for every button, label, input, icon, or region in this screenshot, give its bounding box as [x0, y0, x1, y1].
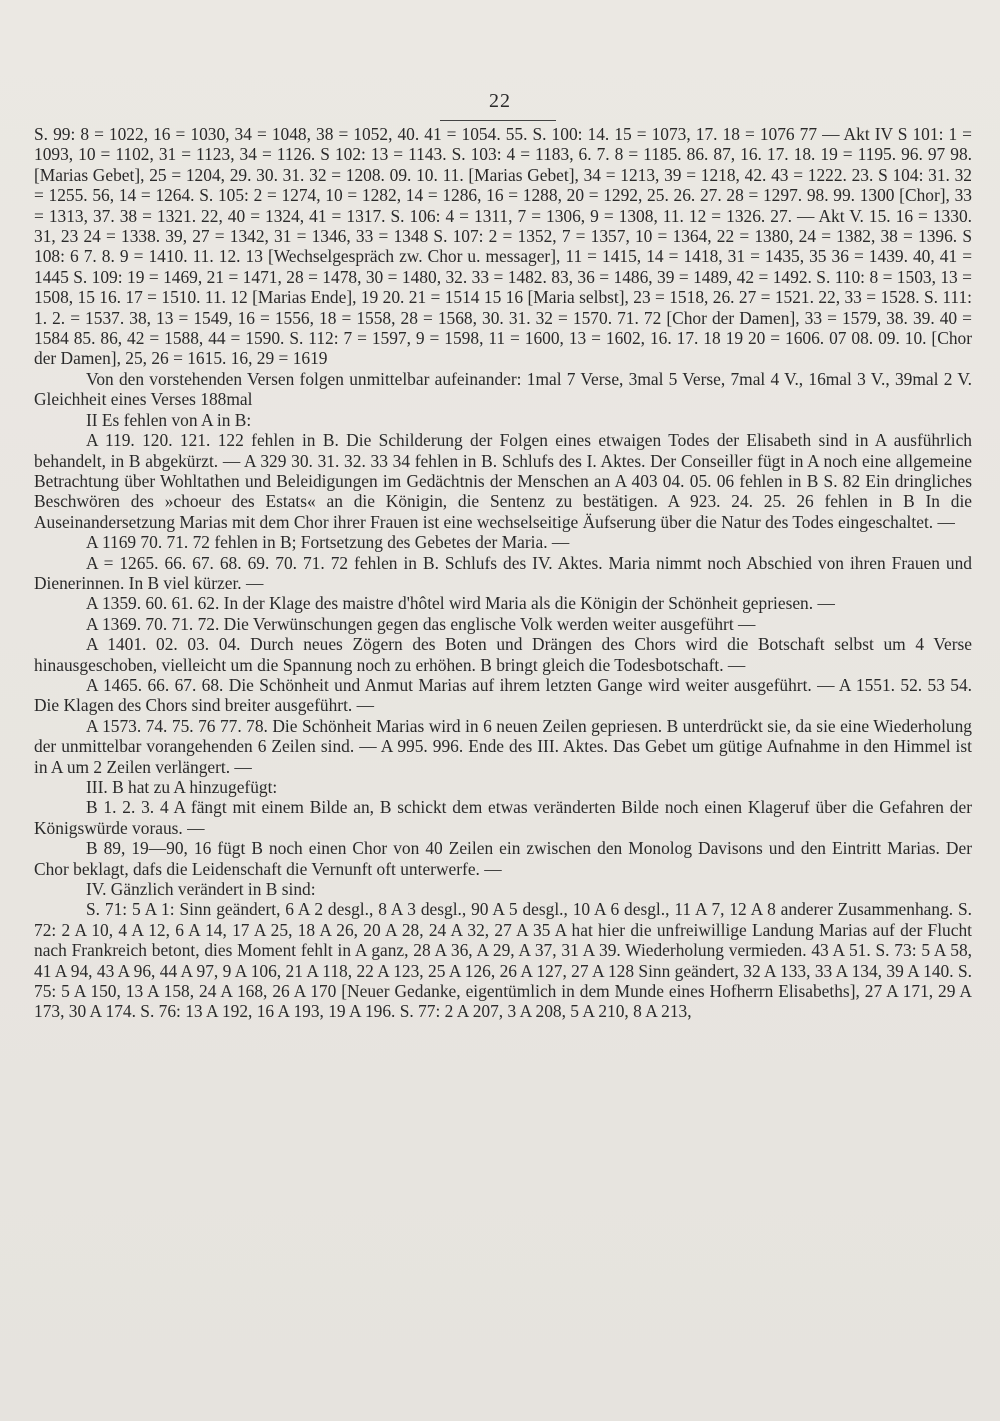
- body-text: [34, 124, 972, 1022]
- paragraph: A 1369. 70. 71. 72. Die Verwünschungen gegen das englische Volk werden weiter ausgeführt —: [86, 613, 756, 634]
- paragraph: A 119. 120. 121. 122 fehlen in B. Die Schilderung der Folgen eines etwaigen Todes der Elisabeth sind in A ausführlich behandelt, in B abgekürzt. — A 329 30. 31. 32. 33 34 fehlen in B. Schlufs des I. Aktes. Der Conseiller fügt in A noch eine allgemeine Betrachtung über Wohltathen und Beleidigungen im Gedächtnis der Menschen an A 403 04. 05. 06 fehlen in B S. 82 Ein dringliches Beschwören des »choeur des Estats« an die Königin, die Sentenz zu bestätigen. A 923. 24. 25. 26 fehlen in B In die Auseinandersetzung Marias mit dem Chor ihrer Frauen ist eine wechselseitige Äufserung über die Natur des Todes eingeschaltet. —: [34, 430, 972, 532]
- page-number-rule: [440, 120, 556, 121]
- paragraph: B 89, 19—90, 16 fügt B noch einen Chor von 40 Zeilen ein zwischen den Monolog Davisons und den Eintritt Marias. Der Chor beklagt, dafs die Leidenschaft die Vernunft oft unterwerfe. —: [34, 838, 972, 879]
- paragraph: A 1573. 74. 75. 76 77. 78. Die Schönheit Marias wird in 6 neuen Zeilen gepriesen. B unterdrückt sie, da sie eine Wiederholung der unmittelbar vorangehenden 6 Zeilen sind. — A 995. 996. Ende des III. Aktes. Das Gebet um gütige Aufnahme in den Himmel ist in A um 2 Zeilen verlängert. —: [34, 715, 972, 777]
- paragraph: A = 1265. 66. 67. 68. 69. 70. 71. 72 fehlen in B. Schlufs des IV. Aktes. Maria nimmt noch Abschied von ihren Frauen und Dienerinnen. In B viel kürzer. —: [34, 552, 972, 593]
- section-heading-ii: II Es fehlen von A in B:: [86, 409, 252, 430]
- paragraph: B 1. 2. 3. 4 A fängt mit einem Bilde an, B schickt dem etwas veränderten Bilde noch einen Klageruf über die Gefahren der Königswürde voraus. —: [34, 797, 972, 838]
- paragraph: Von den vorstehenden Versen folgen unmittelbar aufeinander: 1mal 7 Verse, 3mal 5 Verse, 7mal 4 V., 16mal 3 V., 39mal 2 V. Gleichheit eines Verses 188mal: [34, 368, 972, 410]
- page-number: 22: [489, 90, 511, 112]
- paragraph: A 1359. 60. 61. 62. In der Klage des maistre d'hôtel wird Maria als die Königin der Schönheit gepriesen. —: [86, 593, 835, 614]
- paragraph: A 1169 70. 71. 72 fehlen in B; Fortsetzung des Gebetes der Maria. —: [86, 532, 570, 553]
- verse-correspondence-list: S. 99: 8 = 1022, 16 = 1030, 34 = 1048, 38 = 1052, 40. 41 = 1054. 55. S. 100: 14. 15 = 1073, 17. 18 = 1076 77 — Akt IV S 101: 1 = 1093, 10 = 1102, 31 = 1123, 34 = 1126. S 102: 13 = 1143. S. 103: 4 = 1183, 6. 7. 8 = 1185. 86. 87, 16. 17. 18. 19 = 1195. 96. 97 98. [Marias Gebet], 25 = 1204, 29. 30. 31. 32 = 1208. 09. 10. 11. [Marias Gebet], 34 = 1213, 39 = 1218, 42. 43 = 1222. 23. S 104: 31. 32 = 1255. 56, 14 = 1264. S. 105: 2 = 1274, 10 = 1282, 14 = 1286, 16 = 1288, 20 = 1292, 25. 26. 27. 28 = 1297. 98. 99. 1300 [Chor], 33 = 1313, 37. 38 = 1321. 22, 40 = 1324, 41 = 1317. S. 106: 4 = 1311, 7 = 1306, 9 = 1308, 11. 12 = 1326. 27. — Akt V. 15. 16 = 1330. 31, 23 24 = 1338. 39, 27 = 1342, 31 = 1346, 33 = 1348 S. 107: 2 = 1352, 7 = 1357, 10 = 1364, 22 = 1380, 24 = 1382, 38 = 1396. S 108: 6 7. 8. 9 = 1410. 11. 12. 13 [Wechselgespräch zw. Chor u. messager], 11 = 1415, 14 = 1418, 31 = 1435, 35 36 = 1439. 40, 41 = 1445 S. 109: 19 = 1469, 21 = 1471, 28 = 1478, 30 = 1480, 32. 33 = 1482. 83, 36 = 1486, 39 = 1489, 42 = 1492. S. 110: 8 = 1503, 13 = 1508, 15 16. 17 = 1510. 11. 12 [Marias Ende], 19 20. 21 = 1514 15 16 [Maria selbst], 23 = 1518, 26. 27 = 1521. 22, 33 = 1528. S. 111: 1. 2. = 1537. 38, 13 = 1549, 16 = 1556, 18 = 1558, 28 = 1568, 30. 31. 32 = 1570. 71. 72 [Chor der Damen], 33 = 1579, 38. 39. 40 = 1584 85. 86, 42 = 1588, 44 = 1590. S. 112: 7 = 1597, 9 = 1598, 11 = 1600, 13 = 1602, 16. 17. 18 19 20 = 1606. 07 08. 09. 10. [Chor der Damen], 25, 26 = 1615. 16, 29 = 1619: [34, 124, 972, 369]
- section-heading-iv: IV. Gänzlich verändert in B sind:: [86, 879, 316, 900]
- paragraph: A 1401. 02. 03. 04. Durch neues Zögern des Boten und Drängen des Chors wird die Botschaft selbst um 4 Verse hinausgeschoben, vielleicht um die Spannung noch zu erhöhen. B bringt gleich die Todesbotschaft. —: [34, 634, 972, 675]
- paragraph: A 1465. 66. 67. 68. Die Schönheit und Anmut Marias auf ihrem letzten Gange wird weiter ausgeführt. — A 1551. 52. 53 54. Die Klagen des Chors sind breiter ausgeführt. —: [34, 674, 972, 716]
- section-heading-iii: III. B hat zu A hinzugefügt:: [86, 777, 278, 797]
- paragraph: S. 71: 5 A 1: Sinn geändert, 6 A 2 desgl., 8 A 3 desgl., 90 A 5 desgl., 10 A 6 desgl., 11 A 7, 12 A 8 anderer Zusammenhang. S. 72: 2 A 10, 4 A 12, 6 A 14, 17 A 25, 18 A 26, 20 A 28, 24 A 32, 27 A 35 A hat hier die unfreiwillige Landung Marias auf der Flucht nach Frankreich betont, dies Moment fehlt in A ganz, 28 A 36, A 29, A 37, 31 A 39. Wiederholung vermieden. 43 A 51. S. 73: 5 A 58, 41 A 94, 43 A 96, 44 A 97, 9 A 106, 21 A 118, 22 A 123, 25 A 126, 26 A 127, 27 A 128 Sinn geändert, 32 A 133, 33 A 134, 39 A 140. S. 75: 5 A 150, 13 A 158, 24 A 168, 26 A 170 [Neuer Gedanke, eigentümlich in dem Munde eines Hofherrn Elisabeths], 27 A 171, 29 A 173, 30 A 174. S. 76: 13 A 192, 16 A 193, 19 A 196. S. 77: 2 A 207, 3 A 208, 5 A 210, 8 A 213,: [34, 899, 972, 1022]
